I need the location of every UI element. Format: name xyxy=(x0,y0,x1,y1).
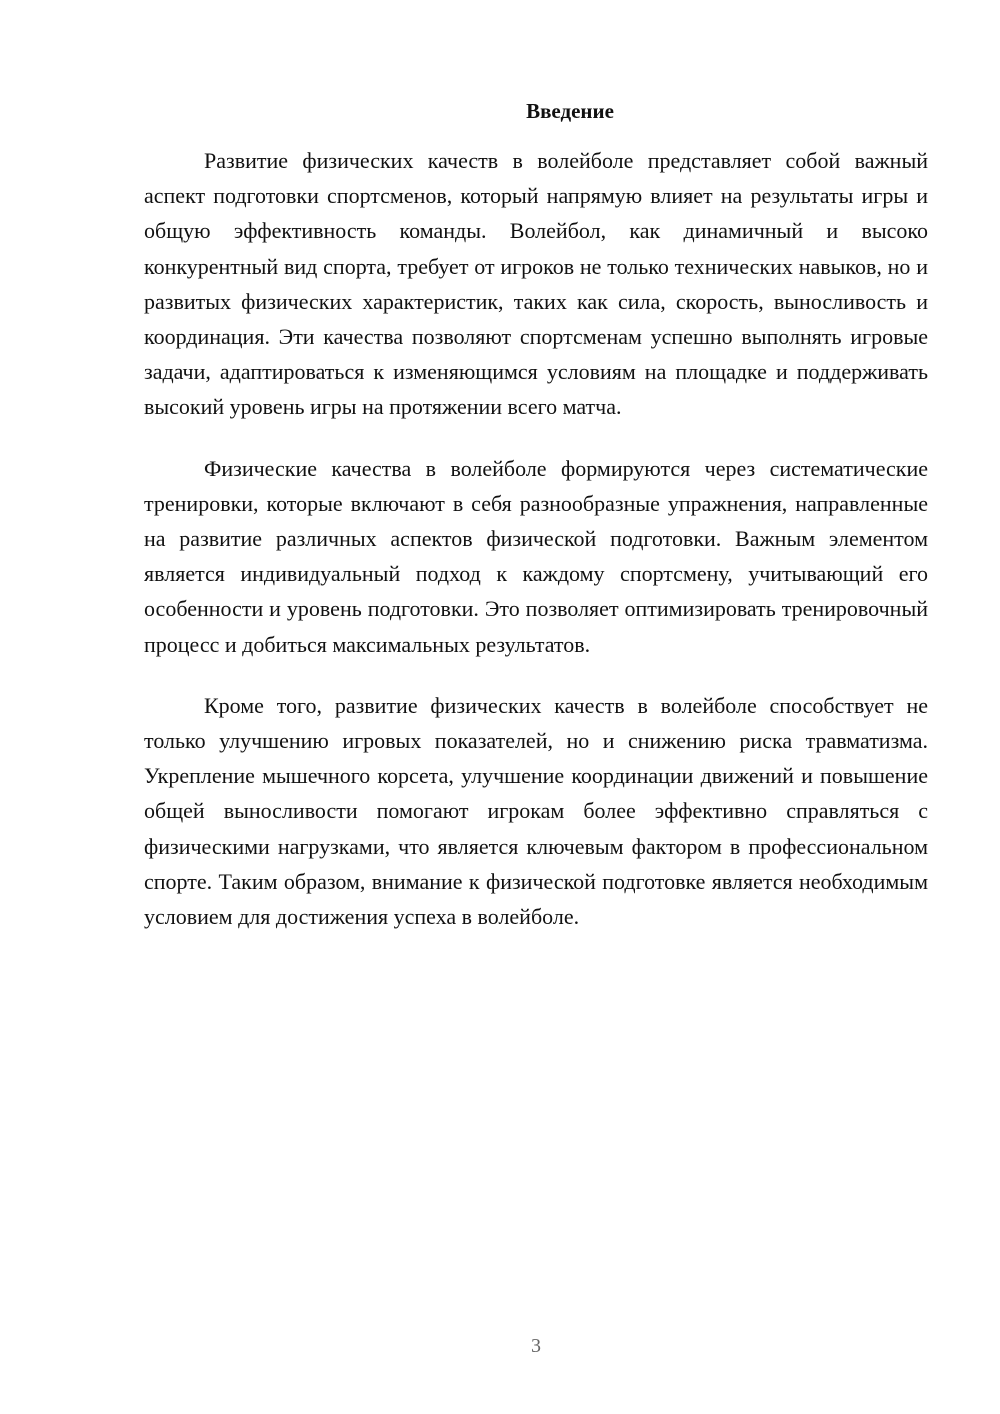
section-title: Введение xyxy=(526,99,614,123)
page-content xyxy=(144,96,928,934)
paragraph-3: Кроме того, развитие физических качеств в волейболе способствует не только улучшению игровых показателей, но и снижению риска травматизма. Укрепление мышечного корсета, улучшение координации движений и повышение общей выносливости помогают игрокам более эффективно справляться с физическими нагрузками, что является ключевым фактором в профессиональном спорте. Таким образом, внимание к физической подготовке является необходимым условием для достижения успеха в волейболе. xyxy=(144,692,928,930)
page-number: 3 xyxy=(531,1335,541,1357)
paragraph-2: Физические качества в волейболе формируются через систематические тренировки, которые включают в себя разнообразные упражнения, направленные на развитие различных аспектов физической подготовки. Важным элементом является индивидуальный подход к каждому спортсмену, учитывающий его особенности и уровень подготовки. Это позволяет оптимизировать тренировочный процесс и добиться максимальных результатов. xyxy=(144,455,928,657)
paragraph-1: Развитие физических качеств в волейболе представляет собой важный аспект подготовки спортсменов, который напрямую влияет на результаты игры и общую эффективность команды. Волейбол, как динамичный и высоко конкурентный вид спорта, требует от игроков не только технических навыков, но и развитых физических характеристик, таких как сила, скорость, выносливость и координация. Эти качества позволяют спортсменам успешно выполнять игровые задачи, адаптироваться к изменяющимся условиям на площадке и поддерживать высокий уровень игры на протяжении всего матча. xyxy=(144,148,928,420)
